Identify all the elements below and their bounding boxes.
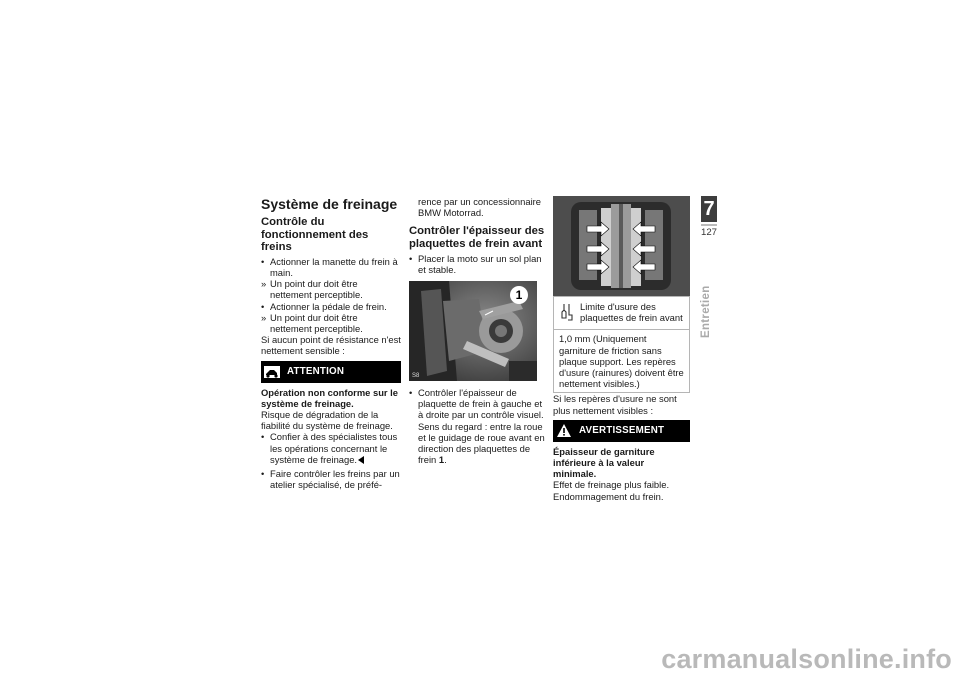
list-item (409, 253, 549, 275)
list-item (261, 256, 401, 278)
bullet-marker: • (261, 431, 265, 443)
list-item-text: Faire contrôler les freins par un atelier spécialisé, de préfé- (270, 468, 400, 491)
brake-caliper-photo (409, 281, 537, 381)
callout-label: 1 (515, 288, 523, 302)
photo-code: S8 (412, 373, 420, 379)
attention-label: ATTENTION (287, 366, 345, 377)
paragraph-continued: rence par un concessionnaire BMW Motorrad. (418, 196, 541, 219)
list-item-text: Actionner la pédale de frein. (270, 300, 387, 312)
warning-label: AVERTISSEMENT (579, 425, 665, 437)
warning-text: Effet de freinage plus faible. Endommagement du frein. (553, 479, 670, 502)
list-item-end: . (444, 454, 447, 466)
paragraph: Si aucun point de résistance n'est nettement sensible : (261, 334, 401, 357)
column-1 (261, 196, 401, 490)
warning-triangle-icon (555, 422, 573, 440)
page-number: 127 (701, 227, 718, 238)
bullet-marker: • (409, 387, 413, 398)
list-item-text: Actionner la manette du frein à main. (270, 255, 398, 278)
warning-text: Risque de dégradation de la fiabilité du système de freinage. (261, 409, 393, 432)
brake-pad-wear-photo (553, 196, 690, 296)
warning-title: Épaisseur de garniture inférieure à la valeur minimale. (553, 445, 655, 480)
paragraph: Si les repères d'usure ne sont plus nettement visibles : (553, 393, 677, 416)
list-item-text: Confier à des spécialistes tous les opérations concernant le système de freinage. (270, 431, 398, 465)
spec-header (554, 297, 689, 330)
warning-banner (553, 420, 690, 442)
column-2 (409, 196, 549, 465)
list-item (261, 431, 401, 465)
spec-box (553, 296, 690, 393)
list-item (261, 301, 401, 312)
result-marker: » (261, 278, 267, 290)
callout-reference: 1 (438, 454, 445, 466)
bullet-marker: • (261, 300, 265, 312)
bullet-marker: • (261, 255, 265, 267)
list-item-text: Contrôler l'épaisseur de plaquette de frein à gauche et à droite par un contrôle visuel. Sens du regard : entre la roue et le guidage de roue avant en direction des plaquettes de frein (418, 387, 545, 466)
spec-value: 1,0 mm (Uniquement garniture de friction sans plaque support. Les repères d'usure (rainures) doivent être nettement visibles.) (559, 333, 684, 390)
section-name: Entretien (700, 285, 712, 338)
tab-divider (701, 224, 717, 226)
subsection-title: Contrôle du fonctionnement des freins (261, 216, 369, 254)
list-item-text: Un point dur doit être nettement perceptible. (270, 278, 363, 301)
list-item (261, 312, 401, 334)
list-item (261, 468, 401, 490)
column-3 (553, 196, 690, 502)
bullet-marker: • (261, 468, 265, 480)
chapter-number: 7 (701, 196, 717, 222)
list-item-text: Placer la moto sur un sol plan et stable. (418, 252, 542, 275)
attention-banner (261, 361, 401, 383)
end-mark-icon (358, 456, 364, 464)
list-item (409, 387, 549, 465)
spec-title: Limite d'usure des plaquettes de frein avant (580, 301, 683, 324)
watermark: carmanualsonline.info (661, 644, 952, 674)
section-title: Système de freinage (261, 196, 398, 212)
caution-motorcycle-icon (263, 363, 281, 381)
chapter-tab (701, 196, 717, 238)
list-item (261, 278, 401, 300)
warning-title: Opération non conforme sur le système de freinage. (261, 386, 398, 409)
bullet-marker: • (409, 252, 413, 264)
wrench-spec-icon (558, 301, 576, 323)
subsection-title: Contrôler l'épaisseur des plaquettes de frein avant (409, 225, 545, 250)
result-marker: » (261, 311, 267, 323)
list-item-text: Un point dur doit être nettement perceptible. (270, 311, 363, 334)
